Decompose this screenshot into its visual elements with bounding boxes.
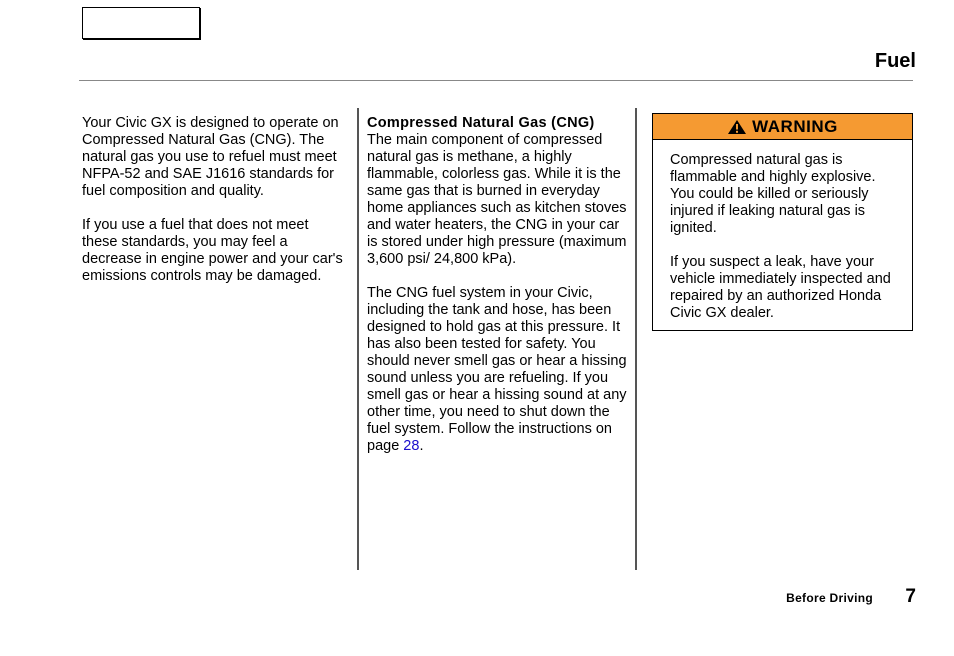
cng-paragraph [367,285,629,455]
warning-triangle-icon [727,119,747,135]
cng-section [367,115,629,268]
intro-paragraph: Your Civic GX is designed to operate on Compressed Natural Gas (CNG). The natural gas you use to refuel must meet NFPA-52 and SAE J1616 standards for fuel composition and quality. [82,115,339,199]
warning-paragraph: If you suspect a leak, have your vehicle immediately inspected and repaired by an authorized Honda Civic GX dealer. [670,254,891,321]
navigation-button-box[interactable] [82,7,200,39]
cng-column [367,115,629,455]
cng-paragraph: The main component of compressed natural gas is methane, a highly flammable, colorless gas. While it is the same gas that is burned in everyday home appliances such as kitchen stoves and water heaters, the CNG in your car is stored under high pressure (maximum 3,600 psi/ 24,800 kPa). [367,132,627,267]
warning-box [652,113,913,331]
intro-column [82,115,344,285]
footer-section-label: Before Driving [786,591,873,605]
cng-heading: Compressed Natural Gas (CNG) [367,115,595,131]
page-number: 7 [905,586,916,607]
header-divider [79,80,913,81]
column-divider [357,108,359,570]
warning-title: WARNING [752,116,838,136]
page-title: Fuel [874,50,916,72]
cng-paragraph-end: . [419,438,424,454]
warning-banner [653,114,912,140]
intro-paragraph: If you use a fuel that does not meet these standards, you may feel a decrease in engine power and your car's emissions controls may be damaged. [82,217,343,284]
cng-paragraph-text: The CNG fuel system in your Civic, including the tank and hose, has been designed to hold gas at this pressure. It has also been tested for safety. You should never smell gas or hear a hissing sound unless you are refueling. If you smell gas or hear a hissing sound at any other time, you need to shut down the fuel system. Follow the instructions on page [367,285,627,454]
page-28-link[interactable]: 28 [403,438,420,454]
warning-paragraph: Compressed natural gas is flammable and highly explosive. You could be killed or seriously injured if leaking natural gas is ignited. [670,152,876,236]
column-divider [635,108,637,570]
warning-body [653,140,912,322]
